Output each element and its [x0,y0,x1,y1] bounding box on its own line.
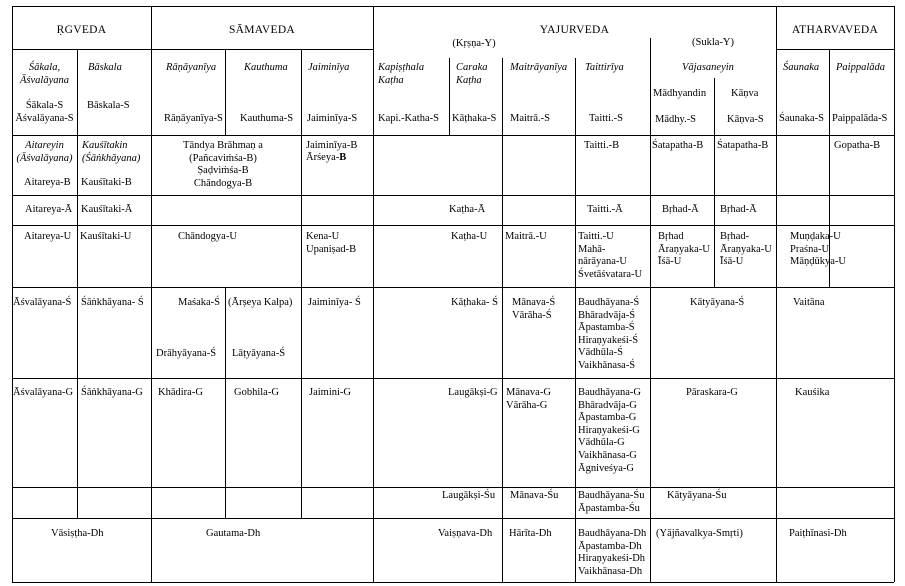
rule-under-srauta [12,378,894,379]
aranyaka-kausitaki: Kauśītaki-Ā [81,204,133,215]
grhya-manava: Mānava-G Vārāha-G [506,387,551,411]
samhita-jaiminiya: Jaiminīya-S [307,113,358,124]
school-maitrayaniya: Maitrāyanīya [510,62,568,73]
samhita-sakala: Śākala-S Āśvalāyana-S [15,100,74,124]
dharma-vasistha: Vāsiṣṭha-Dh [51,528,104,539]
header-sukla-yajurveda: (Sukla-Y) [692,37,734,48]
dharma-yajnavalkya: (Yājñavalkya-Smṛti) [656,528,743,539]
rule-under-veda-headers [12,49,373,50]
rule-under-grhya [12,487,894,488]
sulba-manava: Mānava-Śu [510,490,559,501]
school-caraka: Caraka Kaṭha [456,62,488,86]
samhita-saunaka: Śaunaka-S [779,113,824,124]
srauta-arseya-kalpa: (Ārṣeya Kalpa) [228,297,293,308]
srauta-kathaka: Kāṭhaka- Ś [451,297,498,308]
school-ranayaniya: Rāṇāyanīya [166,62,217,73]
rule-yajur-left [373,6,374,582]
school-jaiminiya: Jaiminīya [308,62,350,73]
sulba-katyayana: Kātyāyana-Śu [667,490,727,501]
srauta-katyayana: Kātyāyana-Ś [690,297,745,308]
aranyaka-taitti: Taitti.-Ā [587,204,623,215]
rule-vajasaneyin [650,38,651,582]
rule-maitrayaniya [502,58,503,518]
school-kanva: Kāṇva [731,88,759,99]
school-kapisthala: Kapiṣṭhala Kaṭha [378,62,425,86]
upanisad-brhad-kanva: Bṛhad- Āraṇyaka-U Īśā-U [720,231,772,268]
rule-kauthuma-low [225,287,226,518]
brahmana-taitti: Taitti.-B [584,140,620,151]
rule-kanva [714,78,715,287]
upanisad-maitra: Maitrā.-U [505,231,547,242]
samhita-kapisthala: Kapi.-Katha-S [378,113,439,124]
srauta-latyayana: Lāṭyāyana-Ś [232,348,286,359]
grhya-khadira: Khādira-G [158,387,203,398]
aranyaka-katha: Kaṭha-Ā [449,204,486,215]
brahmana-kausitakin: Kauśītakin (Śāṅkhāyana) [82,140,141,164]
srauta-baudhayana: Baudhāyana-Ś Bhāradvāja-Ś Āpastamba-Ś Hiraṇyakeśi-Ś Vādhūla-Ś Vaikhānasa-Ś [578,297,640,371]
srauta-vaitana: Vaitāna [793,297,825,308]
upanisad-katha: Kaṭha-U [451,231,488,242]
brahmana-arseya-prefix: Ārśeya- [306,152,340,163]
upanisad-taitti: Taitti.-U Mahā- nārāyana-U Śvetāśvatara-U [578,231,643,280]
samhita-maitra: Maitrā.-S [510,113,550,124]
rule-sama-left [151,6,152,582]
rule-bottom [12,582,894,583]
srauta-drahyayana: Drāhyāyana-Ś [156,348,217,359]
brahmana-arseya [306,152,346,165]
rule-right [894,6,895,582]
sulba-laugaksi: Laugākṣi-Śu [442,490,496,501]
school-sakala: Śākala, Āśvalāyana [20,62,69,86]
dharma-gautama: Gautama-Dh [206,528,261,539]
rule-top [12,6,894,7]
srauta-jaiminiya: Jaiminīya- Ś [308,297,361,308]
school-taittiriya: Taittirīya [585,62,624,73]
upanisad-chandogya: Chāndogya-U [178,231,237,242]
grhya-paraskara: Pāraskara-G [686,387,738,398]
samhita-kauthuma: Kauthuma-S [240,113,294,124]
rule-under-samhita [12,135,894,136]
rule-atharva-left [776,6,777,582]
grhya-kausika: Kauśika [795,387,830,398]
grhya-sankhayana: Śāṅkhāyana-G [81,387,143,398]
upanisad-brhad-madhyandina: Bṛhad Āraṇyaka-U Īśā-U [658,231,710,268]
samhita-paippalada: Paippalāda-S [832,113,888,124]
brahmana-arseya-suffix: B [339,152,347,163]
upanisad-aitareya: Aitareya-U [24,231,72,242]
rule-under-sulba [12,518,894,519]
header-atharvaveda: ATHARVAVEDA [791,24,879,36]
aranyaka-brhad-madhyandina: Bṛhad-Ā [662,204,699,215]
rule-maitrayaniya-dh [502,518,503,582]
brahmana-tandya: Tāndya Brāhmaṇ a (Pañcaviṁśa-B) Ṣaḍviṁśa-B Chāndogya-B [183,140,263,189]
upanisad-kena: Kena-U Upaniṣad-B [306,231,357,255]
rule-under-atharva-header [776,49,894,50]
grhya-gobhila: Gobhila-G [234,387,279,398]
samhita-taitti: Taitti.-S [589,113,623,124]
grhya-laugaksi: Laugākṣi-G [448,387,498,398]
header-rgveda: ṚGVEDA [56,24,107,36]
dharma-harita: Hārīta-Dh [509,528,552,539]
grhya-asvalayana: Āśvalāyana-G [13,387,74,398]
samhita-baskala: Bāskala-S [87,100,130,111]
school-madhyandina: Mādhyandin [653,88,707,99]
school-paippalada: Paippalāda [836,62,885,73]
srauta-asvalayana: Āśvalāyana-Ś [13,297,72,308]
rule-baskala [77,49,78,518]
rule-left [12,6,13,582]
upanisad-mundaka: Muṇḍaka-U Praśna-U Māṇḍūkya-U [790,231,846,268]
rule-caraka [449,58,450,135]
sulba-baudhayana: Baudhāyana-Śu Āpastamba-Śu [578,490,645,514]
dharma-baudhayana: Baudhāyana-Dh Āpastamba-Dh Hiraṇyakeśi-Dh Vaikhānasa-Dh [578,528,647,577]
samhita-kanva: Kāṇva-S [727,114,764,125]
brahmana-kausitaki: Kauśītaki-B [81,177,132,188]
dharma-vaisnava: Vaiṣṇava-Dh [438,528,493,539]
rule-taittiriya [575,58,576,582]
school-vajasaneyin: Vājasaneyin [682,62,734,73]
srauta-sankhayana: Śāṅkhāyana- Ś [81,297,144,308]
school-saunaka: Śaunaka [783,62,820,73]
rule-under-brahmana [12,195,894,196]
brahmana-gopatha: Gopatha-B [834,140,881,151]
brahmana-satapatha-kanva: Śatapatha-B [717,140,769,151]
grhya-jaimini: Jaimini-G [309,387,351,398]
rule-under-aranyaka [12,225,894,226]
upanisad-kausitaki: Kauśītaki-U [80,231,132,242]
header-yajurveda: YAJURVEDA [539,24,610,36]
rule-jaiminiya [301,49,302,518]
school-baskala: Bāskala [88,62,122,73]
brahmana-satapatha-madhyandina: Śatapatha-B [652,140,704,151]
samhita-kathaka: Kāṭhaka-S [452,113,497,124]
brahmana-jaiminiya: Jaiminīya-B [306,140,358,151]
school-kauthuma: Kauthuma [244,62,288,73]
aranyaka-aitareya: Aitareya-Ā [25,204,73,215]
samhita-madhy: Mādhy.-S [655,114,697,125]
rule-under-upanisad [12,287,894,288]
rule-kauthuma [225,49,226,135]
dharma-paithinasi: Paiṭhīnasi-Dh [789,528,847,539]
brahmana-aitareya: Aitareya-B [24,177,71,188]
srauta-masaka: Maśaka-Ś [178,297,220,308]
samhita-ranayaniya: Rāṇāyanīya-S [164,113,223,124]
header-samaveda: SĀMAVEDA [228,24,296,36]
brahmana-aitareyin: Aitareyin (Āśvalāyana) [16,140,73,164]
srauta-manava: Mānava-Ś Vārāha-Ś [512,297,556,321]
header-krsna-yajurveda: (Kṛṣṇa-Y) [452,38,496,49]
aranyaka-brhad-kanva: Bṛhad-Ā [720,204,757,215]
grhya-baudhayana: Baudhāyana-G Bhāradvāja-G Āpastamba-G Hiraṇyakeśi-G Vādhūla-G Vaikhānasa-G Āgniveśya-G [578,387,641,474]
